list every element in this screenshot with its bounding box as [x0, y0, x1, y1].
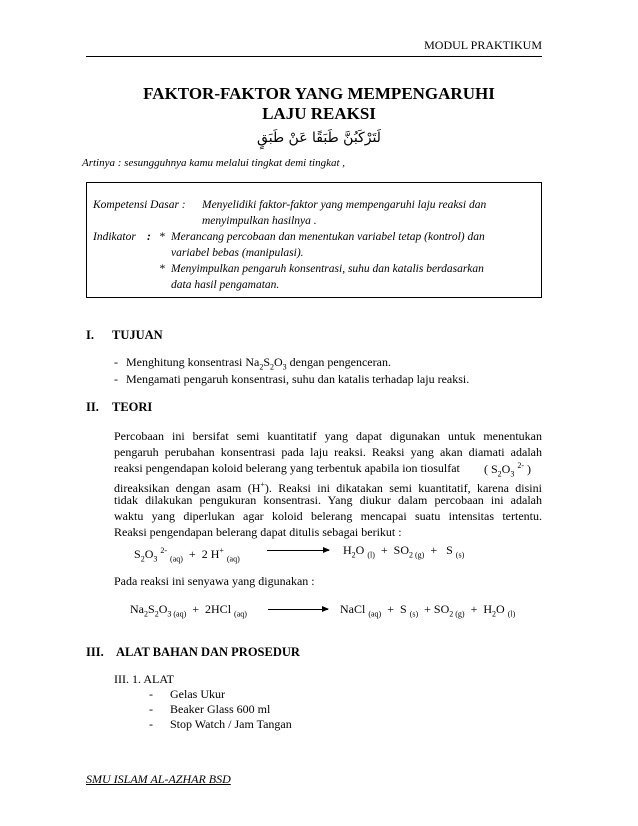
teori-line-6: waktu yang diperlukan agar koloid belerang mencapai suatu intensitas tertentu.	[114, 509, 542, 523]
subsection-alat: III. 1. ALAT	[114, 672, 174, 686]
thiosulfate-formula: ( $S_2O_3$ $^{2-}$ )	[484, 461, 532, 479]
page-title-line2: LAJU REAKSI	[262, 104, 376, 123]
kd-label: Kompetensi Dasar :	[93, 199, 186, 211]
competency-box	[86, 182, 542, 298]
alat-dash-2: -	[149, 702, 153, 716]
teori-line-7: Reaksi pengendapan belerang dapat ditulis sebagai berikut :	[114, 525, 402, 539]
alat-dash-3: -	[149, 717, 153, 731]
module-header: MODUL PRAKTIKUM	[424, 38, 542, 52]
indikator-2-line2: data hasil pengamatan.	[171, 279, 280, 291]
translation-text: Artinya : sesungguhnya kamu melalui tingkat demi tingkat ,	[82, 157, 346, 169]
indikator-1-line1: Merancang percobaan dan menentukan variabel tetap (kontrol) dan	[171, 231, 485, 243]
equation-2-reactants: $Na_2S_2O_{3 (aq)} + 2HCl$ $_{(aq)}$	[130, 602, 247, 619]
section-2-number: II.	[86, 400, 99, 414]
indikator-colon: :	[147, 231, 151, 243]
tujuan-dash-2: -	[114, 372, 118, 386]
tujuan-dash-1: -	[114, 355, 118, 369]
alat-item-3: Stop Watch / Jam Tangan	[170, 717, 292, 731]
teori-paragraph-2: Pada reaksi ini senyawa yang digunakan :	[114, 574, 315, 588]
school-footer: SMU ISLAM AL-AZHAR BSD	[86, 772, 231, 786]
arabic-verse: لَتَرْكَبُنَّ طَبَقًا عَنْ طَبَقٍ	[257, 130, 381, 146]
alat-dash-1: -	[149, 687, 153, 701]
teori-line-5: tidak dilakukan pengukuran konsentrasi. Yang diukur dalam percobaan ini adalah	[114, 493, 542, 507]
reaction-arrow-1	[267, 550, 329, 551]
indikator-bullet-1: *	[159, 231, 165, 243]
reaction-arrow-2	[268, 609, 328, 610]
section-2-title: TEORI	[112, 400, 153, 414]
indikator-bullet-2: *	[159, 263, 165, 275]
teori-line-1: Percobaan ini bersifat semi kuantitatif yang dapat digunakan untuk menentukan	[114, 429, 542, 443]
alat-item-2: Beaker Glass 600 ml	[170, 702, 271, 716]
indikator-1-line2: variabel bebas (manipulasi).	[171, 247, 304, 259]
section-3-number: III.	[86, 645, 104, 659]
teori-line-2: pengaruh perubahan konsentrasi pada laju reaksi. Reaksi yang akan diamati adalah	[114, 445, 542, 459]
indikator-label: Indikator	[93, 231, 136, 243]
equation-2-products: NaCl $_{(aq)}$ + S $_{(s)} + SO_{2 (g)} + H_2O$ $_{(l)}$	[340, 602, 516, 619]
equation-1-reactants: $S_2O_3$ $^{2-}$ $_{(aq)}$ + 2 H+ $_{(aq)}$	[134, 546, 240, 564]
indikator-2-line1: Menyimpulkan pengaruh konsentrasi, suhu dan katalis berdasarkan	[171, 263, 484, 275]
kd-text-1: Menyelidiki faktor-faktor yang mempengaruhi laju reaksi dan	[202, 199, 487, 211]
equation-1-products: $H_2O$ $_{(l)} + SO_{2 (g)} + S$ $_{(s)}$	[343, 543, 465, 560]
section-3-title: ALAT BAHAN DAN PROSEDUR	[116, 645, 300, 659]
tujuan-item-1: Menghitung konsentrasi $Na_2S_2O_3$ dengan pengenceran.	[126, 355, 391, 372]
teori-line-3: reaksi pengendapan koloid belerang yang terbentuk apabila ion tiosulfat	[114, 461, 460, 475]
section-1-number: I.	[86, 328, 94, 342]
section-1-title: TUJUAN	[112, 328, 163, 342]
tujuan-item-2: Mengamati pengaruh konsentrasi, suhu dan katalis terhadap laju reaksi.	[126, 372, 470, 386]
alat-item-1: Gelas Ukur	[170, 687, 225, 701]
kd-text-2: menyimpulkan hasilnya .	[202, 215, 317, 227]
page-title-line1: FAKTOR-FAKTOR YANG MEMPENGARUHI	[143, 84, 495, 103]
teori-line-4: direaksikan dengan asam (H+). Reaksi ini dikatakan semi kuantitatif, karena disini	[114, 480, 542, 495]
header-rule	[86, 56, 542, 57]
